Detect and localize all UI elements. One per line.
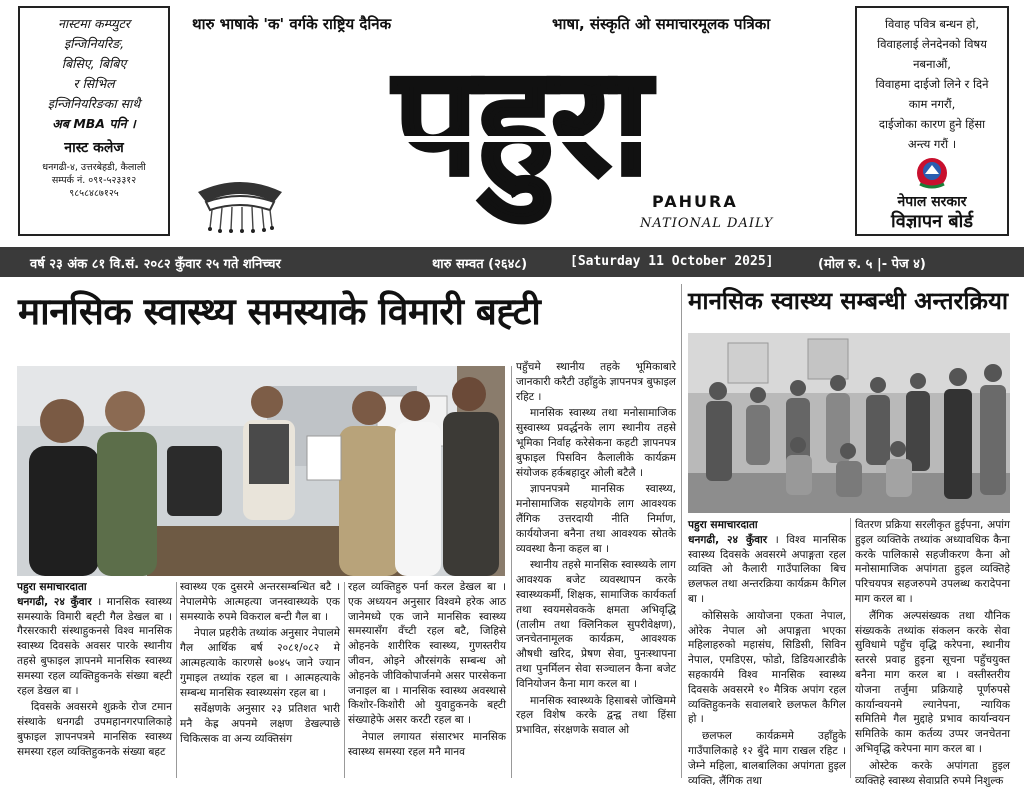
ad-dowry-awareness <box>855 6 1009 236</box>
story1-column-2 <box>180 580 340 778</box>
masthead-title: पहुरा <box>393 33 647 209</box>
story1-column-1 <box>17 580 172 778</box>
story1-byline: पहुरा समाचारदाता <box>17 581 87 593</box>
story2-column-1 <box>688 518 846 787</box>
paragraph: धनगढी, २४ कुँवार । मानसिक स्वास्थ्य समस्याके विमारी बह्टी गैल डेखल बा । गैरसरकारी संस्थाहुकनसे विश्व मानसिक स्वास्थ्य दिवसके अवसर पारके स्थानीय तहसे बुफाइल ज्ञापनमे मानसिक स्वास्थ्य समस्या रहल व्यक्तिहुकनके संख्या बह्टी रहल डेखल बा । <box>17 595 172 697</box>
masthead-subtitle: NATIONAL DAILY <box>640 216 774 231</box>
paragraph: पहुँचमे स्थानीय तहके भूमिकाबारे जानकारी करैटी उहाँहुके ज्ञापनपत्र बुफाइल रहिट । <box>516 361 676 403</box>
ad-line: र सिभिल <box>73 76 115 91</box>
masthead-english: PAHURA <box>652 192 738 211</box>
story1-headline: मानसिक स्वास्थ्य समस्याके विमारी बह्टी <box>18 290 541 333</box>
ad-line: बिसिए, बिबिए <box>61 56 127 71</box>
tharu-ornament-icon <box>190 172 290 234</box>
ad-college-name: नास्ट कलेज <box>64 140 124 156</box>
paragraph: मानसिक स्वास्थ्यके हिसाबसे जोखिममे रहल विशेष करके द्वन्द्व तथा हिंसा प्रभावित, संरक्षणके सवाल ओ <box>516 694 676 737</box>
nepal-emblem-icon <box>912 156 952 190</box>
paragraph: रहल व्यक्तिहुरु पर्ना करल डेखल बा । एक अध्ययन अनुसार विश्वमे हरेक आठ जानेमध्ये एक जाने मानसिक स्वास्थ्य समस्यासँग वँच्टी रहल बटै, जिहिसे ओहनके शारीरिक स्वास्थ्य, गुणस्तरीय जीवन, ओइने औरसंगके सम्बन्ध ओ ओहनके जीविकोपार्जनमे असर पारसेकना जनाइल बा । मानसिक स्वास्थ्य अवस्थासे किशोर-किशोरी ओ युवाहुकनके बह्टी संख्याहेफे असर करटी रहल बा । <box>348 581 506 727</box>
masthead-decoration <box>200 136 840 142</box>
ad-line: नबनाऔं, <box>913 57 951 71</box>
story1-column-3 <box>348 580 506 778</box>
tagline-right: भाषा, संस्कृति ओ समाचारमूलक पत्रिका <box>552 15 771 33</box>
ad-contact: सम्पर्क नं. ०९१-५२३३१२ <box>51 175 137 186</box>
story2-photo <box>688 333 1010 513</box>
tharu-year: थारु सम्वत (२६४८) <box>432 257 528 272</box>
paragraph: ओस्टेक करके अपांगता हुइल व्यक्तिहे स्वास्थ्य सेवाप्रति रुपमे निशुल्क <box>855 759 1010 787</box>
column-rule <box>681 284 682 778</box>
ad-address: धनगढी-४, उत्तरबेहडी, कैलाली <box>42 162 146 173</box>
ad-board-label: विज्ञापन बोर्ड <box>891 211 973 232</box>
story2-headline: मानसिक स्वास्थ्य सम्बन्धी अन्तरक्रिया <box>688 287 1009 315</box>
paragraph: नेपाल प्रहरीके तथ्यांक अनुसार नेपालमे गैल आर्थिक बर्ष २०८१/०८२ मे आत्महत्याके कारणसे ७०४५ जाने ज्यान गुमाइल तथ्यांक रहल बा । आत्महत्याके सम्बन्ध मानसिक स्वास्थ्यसंग रहल बा । <box>180 627 340 699</box>
paragraph: सर्वेक्षणके अनुसार २३ प्रतिशत भारी मनै केह्र अपनमे लक्षण डेखल्पाछे चिकित्सक वा अन्य व्यक्तिसंग <box>180 703 340 745</box>
ad-phone: ९८५८४८७१२५ <box>69 188 119 199</box>
tagline-left: थारु भाषाके 'क' वर्गके राष्ट्रिय दैनिक <box>192 15 392 33</box>
paragraph: नेपाल लगायत संसारभर मानसिक स्वास्थ्य समस्या रहल मनै मानव <box>348 730 506 758</box>
ad-nast-college <box>18 6 170 236</box>
issue-date-np: वर्ष २३ अंक ८१ वि.सं. २०८२ कुँवार २५ गते शनिच्चर <box>30 257 281 272</box>
ad-line: दाईजोका कारण हुने हिंसा <box>878 117 986 131</box>
story1-column-4 <box>516 360 676 778</box>
column-rule <box>176 582 177 778</box>
paragraph: वितरण प्रक्रिया सरलीकृत हुईपना, अपांग हुइल व्यक्तिके तथ्यांक अध्यावधिक कैना करके पालिकासे सहजीकरण कैना ओ मनोसामाजिक अपांगता हुइल व्यक्तिहे परिचयपत्र सहजरुपमे उपलब्ध करादेपना माग करल बा । <box>855 519 1010 605</box>
price-page: (मोल रु. ५ |- पेज ४) <box>818 257 926 272</box>
issue-date-en: [Saturday 11 October 2025] <box>570 254 774 269</box>
story2-column-2 <box>855 518 1010 787</box>
paragraph: स्वास्थ्य एक दुसरमे अन्तरसम्बन्धित बटै । नेपालमेफे आत्महत्या जनस्वास्थ्यके एक समस्याके रुपमे विकराल बन्टी गैल बा । <box>180 581 340 623</box>
paragraph: धनगढी, २४ कुँवार । विश्व मानसिक स्वास्थ्य दिवसके अवसरमे अपाङ्गता रहल व्यक्ति ओ कैलारी गाउँपालिका बिच छलफल तथा अन्तरक्रिया कार्यक्रम कैगिल बा । <box>688 533 846 605</box>
ad-line: काम नगरौं, <box>908 97 956 111</box>
ad-line: विवाह पवित्र बन्धन हो, <box>884 17 980 31</box>
paragraph: मानसिक स्वास्थ्य तथा मनोसामाजिक सुस्वास्थ्य प्रवर्द्धनके लाग स्थानीय तहसे भूमिका निर्वाह करेसेकना कहटी ज्ञापनपत्र बुफाइल पिसविन कैलालीके कार्यक्रम संयोजक हर्कबहादुर ओली बटैलै । <box>516 407 676 479</box>
ad-line: इन्जिनियरिङ, <box>63 36 125 51</box>
paragraph: छलफल कार्यक्रममे उहाँहुके गाउँपालिकाहे १२ बुँदे माग राखल रहिट । जेम्ने महिला, बालबालिका अपांगता हुइल व्यक्ति, लैंगिक तथा <box>688 730 846 787</box>
paragraph: लैंगिक अल्पसंख्यक तथा यौनिक संख्यकके तथ्यांक संकलन करके सेवा सुविधामे पहुँच वृद्धि करेपना, स्थानीय स्तरसे प्रवाह हुइना सूचना पहुँचयुक्त बनैना माग करल बा । वस्तीस्तरीय योजना तर्जुमा प्रक्रियाहे पूर्णरुपसे कार्यान्वयनमे ल्यानेपना, न्यायिक समितिमे गैल मुद्दाहे प्रभाव कार्यान्वयन समितिके काम कर्तव्य उप्पर जनचेतना अभिवृद्धि करेपना माग करल बा । <box>855 609 1010 755</box>
story1-photo <box>17 366 505 576</box>
dateline: धनगढी, २४ कुँवार <box>688 533 768 546</box>
ad-gov-label: नेपाल सरकार <box>897 194 967 210</box>
column-rule <box>850 518 851 778</box>
ad-line: अब MBA पनि । <box>52 116 136 131</box>
ad-line: विवाहलाई लेनदेनको विषय <box>877 37 987 51</box>
story2-byline: पहुरा समाचारदाता <box>688 519 758 531</box>
column-rule <box>511 366 512 778</box>
ad-line: इन्जिनियरिङका साथै <box>47 96 141 111</box>
paragraph: दिवसके अवसरमे शुक्रके रोज टमान संस्थाके धनगढी उपमहानगरपालिकाहे बुफाइल ज्ञापनपत्रमे मानसिक स्वास्थ्य समस्या रहल व्यक्तिहुकनके संख्या बहट <box>17 701 172 758</box>
paragraph: कोसिसके आयोजना एकता नेपाल, ओरेक नेपाल ओ अपाङ्गता भएका महिलाहरुको महासंघ, सिडिसी, सिविन नेपाल, एमडिएस, फोडो, डिडियआरडीके सहकार्यमे विश्व मानसिक स्वास्थ्य दिवसके अवसरमे १० मैत्रिक अपांग रहल व्यक्तिहुकनके सवालबारे छलफल कैगिल हो । <box>688 609 846 726</box>
ad-line: अन्त्य गरौं । <box>907 137 957 151</box>
ad-line: विवाहमा दाईजो लिने र दिने <box>875 77 989 91</box>
issue-info-bar <box>0 247 1024 277</box>
paragraph: ज्ञापनपत्रमे मानसिक स्वास्थ्य, मनोसामाजिक सहयोगके लाग आवश्यक लैंगिक उत्तरदायी नीति निर्माण, कार्ययोजना बनैना तथा आवश्यक स्रोतके व्यवस्था कैना कहल बा । <box>516 483 676 555</box>
ad-line: नास्टमा कम्प्युटर <box>57 16 131 31</box>
column-rule <box>344 582 345 778</box>
paragraph: स्थानीय तहसे मानसिक स्वास्थ्यके लाग आवश्यक बजेट व्यवस्थापन करके स्वास्थ्यकर्मी, शिक्षक, सामाजिक कार्यकर्ता तथा स्वयमसेवकके क्षमता अभिवृद्धि (तालीम तथा क्लिनिकल सुपरीवेक्षण), जनचेतनामूलक कार्यक्रम, आवश्यक औषधी खरिद, प्रेषण सेवा, पुनःस्थापना तथा पुनर्मिलन सेवा सञ्चालन कैना बजेट विनियोजन कैना माग करल बा । <box>516 559 676 690</box>
dateline: धनगढी, २४ कुँवार <box>17 595 92 608</box>
